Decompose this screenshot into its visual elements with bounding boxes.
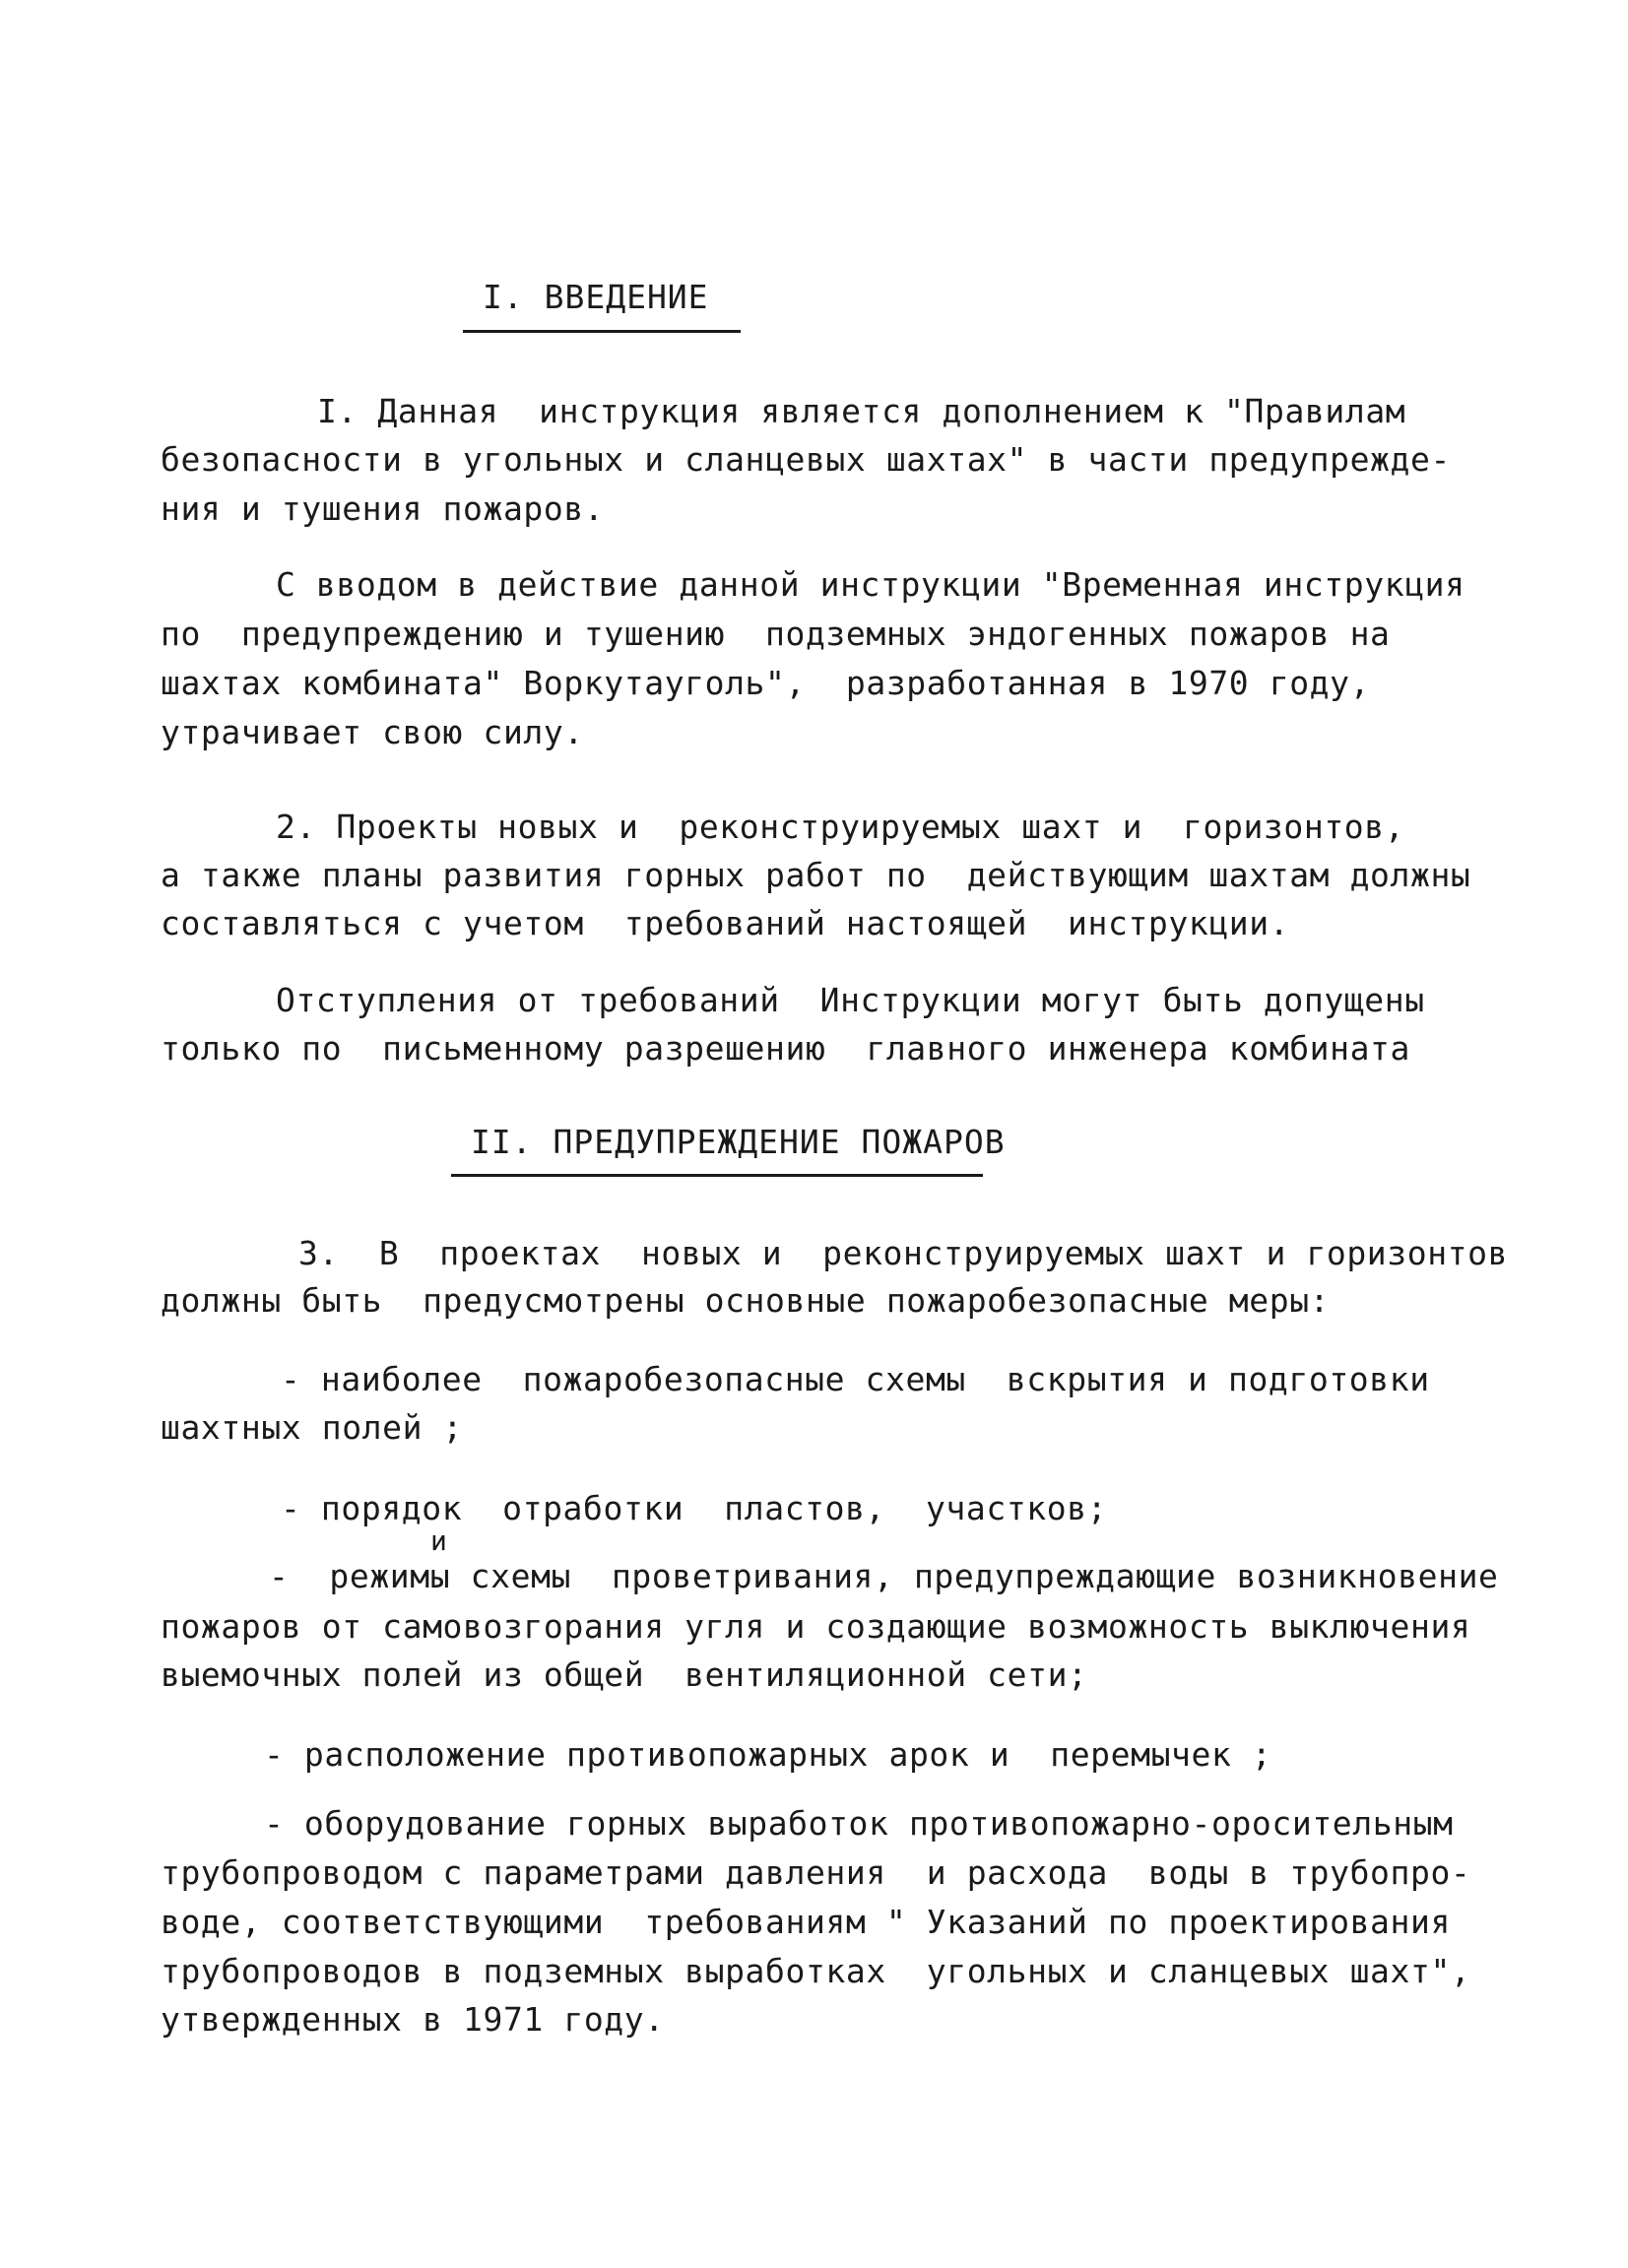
list-item-line: шахтных полей ; — [161, 1408, 464, 1447]
list-item-line: - порядок отработки пластов, участков; — [281, 1489, 1108, 1527]
list-item-line: - оборудование горных выработок противопожарно-оросительным — [264, 1804, 1454, 1843]
text-line: по предупреждению и тушению подземных эндогенных пожаров на — [161, 615, 1391, 653]
text-line: 3. В проектах новых и реконструируемых шахт и горизонтов — [298, 1234, 1509, 1272]
section-2-heading: II. ПРЕДУПРЕЖДЕНИЕ ПОЖАРОВ — [471, 1123, 1006, 1161]
list-item-line: воде, соответствующими требованиям " Указаний по проектирования — [161, 1903, 1451, 1941]
list-item-line: - режимы схемы проветривания, предупреждающие возникновение — [269, 1557, 1499, 1595]
handwritten-insert: и — [430, 1524, 447, 1557]
text-line: С вводом в действие данной инструкции "Временная инструкция — [276, 565, 1465, 604]
text-line: безопасности в угольных и сланцевых шахтах" в части предупрежде- — [161, 440, 1451, 479]
list-item-line: выемочных полей из общей вентиляционной сети; — [161, 1655, 1088, 1694]
text-line: составляться с учетом требований настоящей инструкции. — [161, 904, 1290, 942]
list-item-line: - расположение противопожарных арок и перемычек ; — [264, 1735, 1272, 1774]
list-item-line: - наиболее пожаробезопасные схемы вскрытия и подготовки — [281, 1360, 1430, 1398]
text-line: 2. Проекты новых и реконструируемых шахт и горизонтов, — [276, 808, 1405, 846]
text-line: ния и тушения пожаров. — [161, 489, 605, 528]
text-line: утрачивает свою силу. — [161, 713, 584, 751]
list-item-line: трубопроводов в подземных выработках угольных и сланцевых шахт", — [161, 1952, 1471, 1990]
list-item-line: пожаров от самовозгорания угля и создающие возможность выключения — [161, 1607, 1471, 1646]
list-item-line: трубопроводом с параметрами давления и расхода воды в трубопро- — [161, 1853, 1471, 1892]
text-line: только по письменному разрешению главного инженера комбината — [161, 1029, 1410, 1068]
section-1-heading: I. ВВЕДЕНИЕ — [483, 278, 709, 316]
section-1-heading-underline — [463, 330, 741, 333]
text-line: должны быть предусмотрены основные пожаробезопасные меры: — [161, 1281, 1331, 1320]
text-line: Отступления от требований Инструкции могут быть допущены — [276, 981, 1425, 1019]
text-line: I. Данная инструкция является дополнением к "Правилам — [317, 392, 1406, 430]
text-line: шахтах комбината" Воркутауголь", разработанная в 1970 году, — [161, 664, 1371, 702]
section-2-heading-underline — [451, 1174, 983, 1177]
text-line: а также планы развития горных работ по действующим шахтам должны — [161, 856, 1471, 894]
list-item-line: утвержденных в 1971 году. — [161, 2000, 665, 2039]
